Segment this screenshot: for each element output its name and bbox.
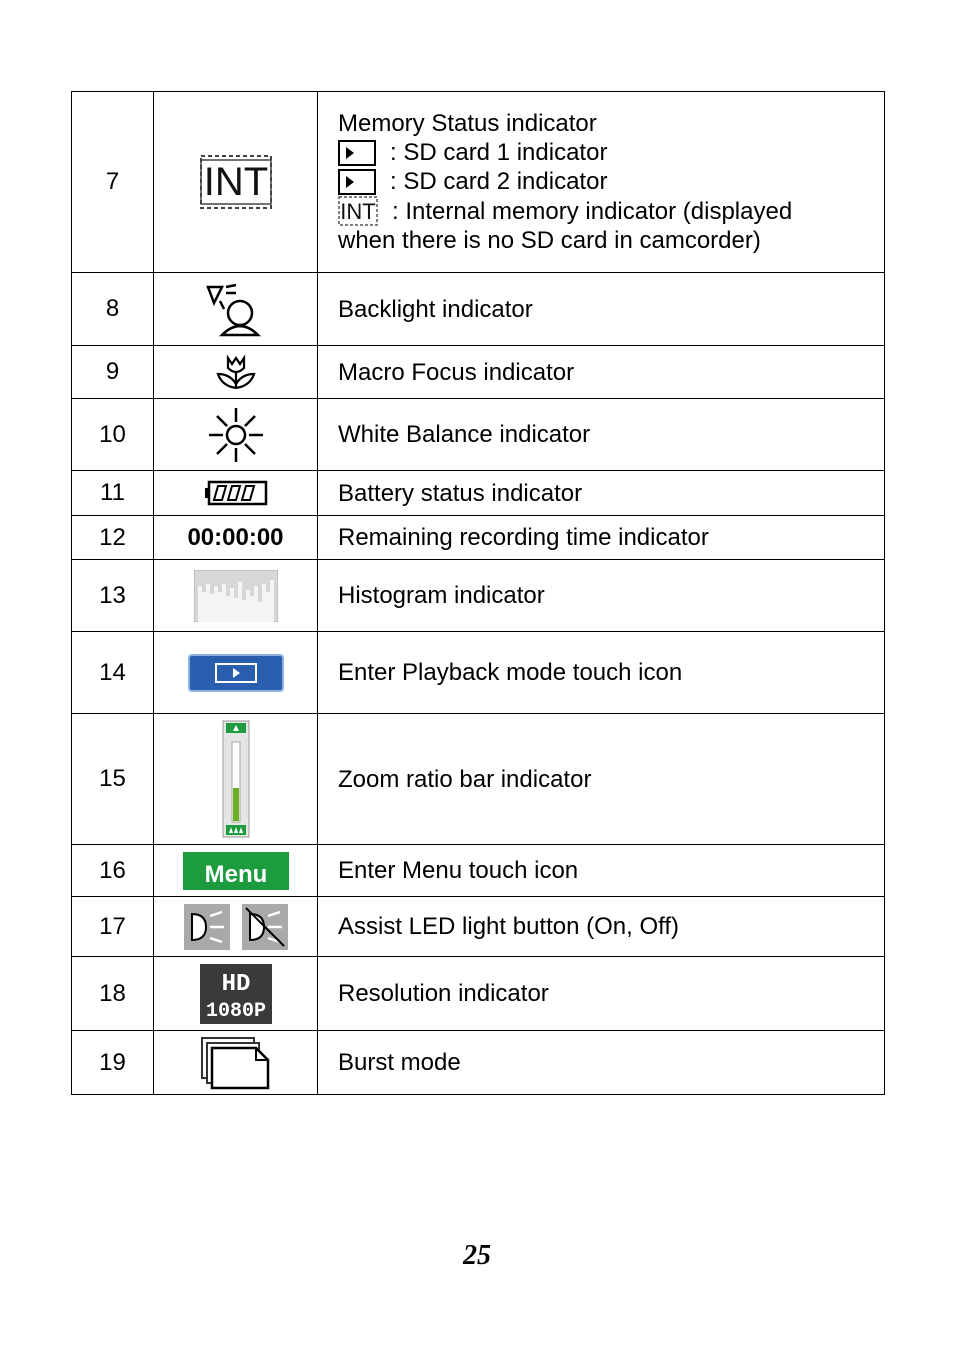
table-row: 15 Zoom ratio bar indicator: [72, 714, 885, 845]
svg-text:HD: HD: [221, 970, 250, 998]
assist-led-on-icon[interactable]: [184, 904, 230, 950]
playback-button-icon[interactable]: [188, 654, 284, 692]
svg-text:Menu: Menu: [204, 860, 267, 888]
table-row: 12 00:00:00 Remaining recording time indicator: [72, 516, 885, 560]
int-memory-icon: [199, 154, 273, 210]
table-row: 9 Macro Focus indicator: [72, 346, 885, 399]
burst-mode-icon: [200, 1036, 272, 1090]
page-number: 25: [463, 1240, 491, 1271]
assist-led-off-icon[interactable]: [242, 904, 288, 950]
table-row: 14 Enter Playback mode touch icon: [72, 632, 885, 714]
svg-text:INT: INT: [340, 199, 376, 224]
row-number: 7: [72, 92, 154, 273]
zoom-bar-icon: [222, 720, 250, 838]
sun-icon: [207, 406, 265, 464]
table-row: 13 Histogram indicator: [72, 560, 885, 632]
hd-1080p-icon: [200, 964, 272, 1024]
menu-button-icon[interactable]: [183, 852, 289, 890]
battery-icon: [204, 480, 268, 506]
sd-card-2-icon: [338, 169, 376, 195]
sd-card-1-icon: [338, 140, 376, 166]
table-row: 10 White Balance indicator: [72, 399, 885, 471]
histogram-icon: [194, 570, 278, 622]
table-row: 11 Battery status indicator: [72, 471, 885, 516]
table-row: 7 INT Memory Status indicator : SD card 1 indicator : SD card 2 indicator INT : Internal memory indicator (displayed when there is no SD card in camcorder): [72, 92, 885, 273]
table-row: 19 Burst mode: [72, 1031, 885, 1095]
memory-status-title: Memory Status indicator: [338, 110, 597, 137]
svg-text:1080P: 1080P: [205, 999, 266, 1023]
table-row: 18 HD 1080P Resolution indicator: [72, 957, 885, 1031]
svg-text:INT: INT: [203, 160, 268, 204]
icon-table: [71, 91, 885, 1095]
int-small-icon: [338, 196, 378, 226]
table-row: 8 Backlight indicator: [72, 273, 885, 346]
macro-flower-icon: [214, 354, 258, 390]
timecode-text: 00:00:00: [187, 523, 284, 551]
table-row: 17 Assist LED light button (On, Off): [72, 897, 885, 957]
table-row: 16 Menu Enter Menu touch icon: [72, 845, 885, 897]
backlight-icon: [204, 281, 268, 337]
